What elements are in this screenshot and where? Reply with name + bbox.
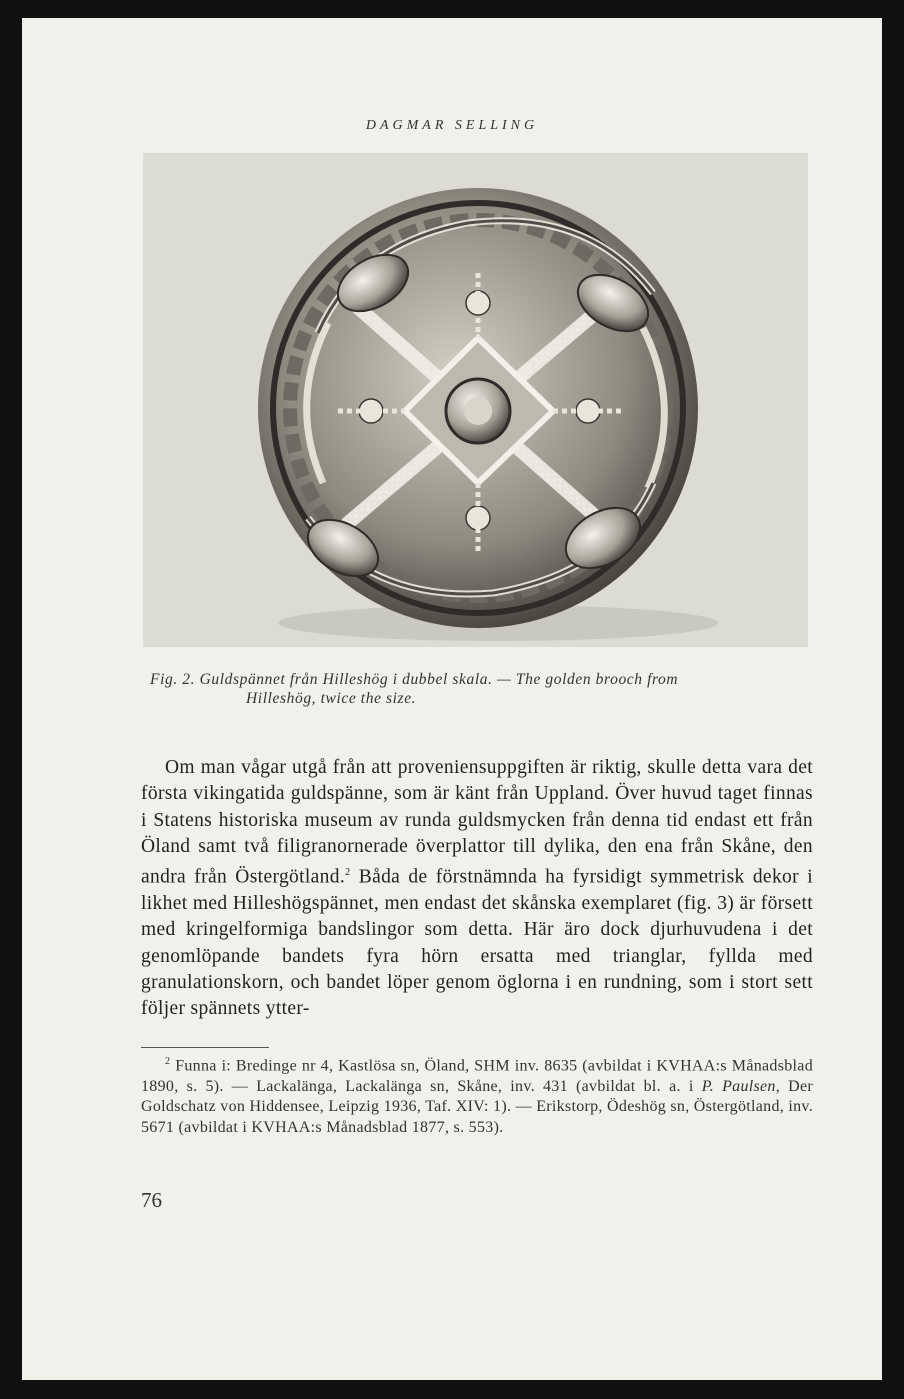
caption-line-1: Fig. 2. Guldspännet från Hilleshög i dubbel skala. — The golden brooch from xyxy=(150,671,679,688)
footnote-author: P. Paulsen xyxy=(701,1077,776,1095)
footnote-reference: 2 xyxy=(345,867,351,879)
book-page xyxy=(22,18,882,1380)
footnote-text-b: , Der Goldschatz von Hiddensee, Leipzig 1936, Taf. XIV: 1). — Erikstorp, Ödeshög sn, Östergötland, inv. 5671 (avbildat i KVHAA:s Månadsblad 1877, s. 553). xyxy=(141,1077,814,1136)
footnote-rule xyxy=(141,1047,269,1048)
paragraph-text: Om man vågar utgå från att proveniensuppgiften är riktig, skulle detta vara det första vikingatida guldspänne, som är känt från Uppland. Över huvud taget finnas i Statens historiska museum av runda guldsmycken från denna tid endast ett från Öland samt två filigranornerade överplattor till dylika, den ena från Skåne, den andra från Östergötland. xyxy=(141,757,813,888)
footnote-marker: 2 xyxy=(165,1056,171,1067)
brooch-photograph xyxy=(143,153,808,647)
footnote xyxy=(141,1052,813,1138)
footnote-text-a: Funna i: Bredinge nr 4, Kastlösa sn, Öland, SHM inv. 8635 (avbildat i KVHAA:s Månadsblad 1890, s. 5). — Lackalänga, Lackalänga sn, Skåne, inv. 431 (avbildat bl. a. i xyxy=(141,1057,813,1095)
running-head: DAGMAR SELLING xyxy=(365,118,539,133)
figure-caption xyxy=(150,670,790,708)
caption-line-2: Hilleshög, twice the size. xyxy=(246,690,417,707)
paragraph-continuation: Båda de förstnämnda ha fyrsidigt symmetrisk dekor i likhet med Hilleshögspännet, men endast det skånska exemplaret (fig. 3) är försett med kringelformiga bandslingor som detta. Här äro dock djurhuvudena i det genomlöpande bandets fyra hörn ersatta med trianglar, fyllda med granulationskorn, och bandet löper genom öglorna i en rundning, som i stort sett följer spännets ytter- xyxy=(141,866,813,1020)
body-paragraph xyxy=(141,755,813,1022)
page-number: 76 xyxy=(141,1188,162,1212)
